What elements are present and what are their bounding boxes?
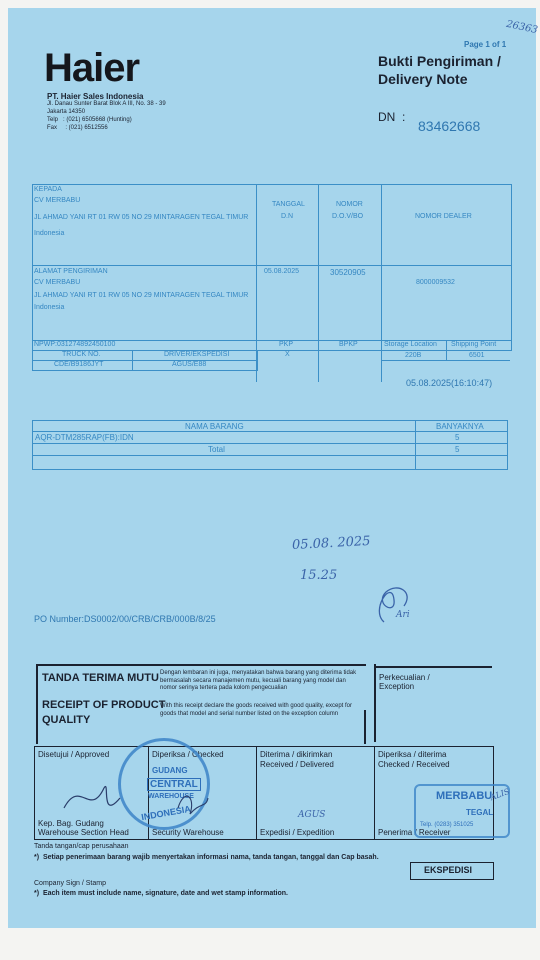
central-stamp-top: GUDANG [152, 766, 188, 775]
sign-received-label-1: Diperiksa / diterima [378, 750, 447, 759]
nomor-sub: D.O.V/BO [332, 213, 364, 220]
exception-label-2: Exception [379, 682, 415, 691]
haier-logo: Haier [44, 46, 140, 90]
sign-expedition-label: Expedisi / Expedition [260, 828, 335, 837]
company-address-2: Jakarta 14350 [47, 109, 86, 115]
shipping-country: Indonesia [34, 304, 65, 311]
sign-received-label-2: Checked / Received [378, 760, 450, 769]
item-row-qty: 5 [455, 433, 460, 442]
handwritten-time: 15.25 [300, 568, 338, 583]
kepada-label: KEPADA [34, 186, 62, 193]
handwritten-sign-name: Ari [396, 610, 410, 620]
nomor-label: NOMOR [336, 201, 363, 208]
do-number: 30520905 [330, 268, 366, 277]
dealer-number: 8000009532 [416, 279, 455, 286]
storage-label: Storage Location [384, 341, 437, 348]
shipping-address: JL AHMAD YANI RT 01 RW 05 NO 29 MINTARAGEN TEGAL TIMUR [34, 292, 249, 299]
exception-top-rule [374, 666, 492, 668]
info-grid [32, 184, 510, 384]
shipping-point-label: Shipping Point [451, 341, 497, 348]
exception-rule [374, 664, 376, 742]
footer-line-2: *) Setiap penerimaan barang wajib menyertakan informasi nama, tanda tangan, tanggal dan Cap basah. [34, 854, 379, 861]
item-row-name: AQR-DTM285RAP(FB):IDN [35, 433, 134, 442]
doc-title-line2: Delivery Note [378, 71, 468, 87]
total-value: 5 [455, 445, 460, 454]
sign-warehouse-head-2: Warehouse Section Head [38, 828, 129, 837]
footer-line-1: Tanda tangan/cap perusahaan [34, 843, 129, 850]
shipping-label: ALAMAT PENGIRIMAN [34, 268, 108, 275]
recipient-address: JL AHMAD YANI RT 01 RW 05 NO 29 MINTARAGEN TEGAL TIMUR [34, 214, 249, 221]
ekspedisi-label: EKSPEDISI [424, 865, 473, 875]
items-header-qty: BANYAKNYA [436, 422, 484, 431]
po-number: PO Number:DS0002/00/CRB/CRB/000B/8/25 [34, 614, 216, 624]
print-timestamp: 05.08.2025(16:10:47) [406, 378, 493, 388]
central-stamp-bot: WAREHOUSE [148, 793, 194, 800]
company-telp: Telp : (021) 6505668 (Hunting) [47, 117, 132, 123]
receiver-note: ALIS [489, 786, 511, 803]
receipt-text-id: Dengan lembaran ini juga, menyatakan bahwa barang yang diterima tidak bermasalah secara manajemen mutu, kecuali barang yang model dan nomor serinya tertera pada kolom pengecualian [160, 670, 357, 691]
sign-warehouse-head-1: Kep. Bag. Gudang [38, 819, 104, 828]
storage-value: 220B [405, 352, 422, 359]
receipt-left-rule [36, 664, 38, 744]
npwp: NPWP:031274892450100 [34, 341, 116, 348]
sign-delivered-label-1: Diterima / dikirimkan [260, 750, 333, 759]
merbabu-stamp-phone: Telp. (0283) 351025 [420, 822, 474, 828]
sign-receiver-label: Penerima / Receiver [378, 828, 451, 837]
shipping-name: CV MERBABU [34, 279, 81, 286]
total-label: Total [208, 445, 225, 454]
warehouse-signatures [60, 768, 210, 826]
corner-number: 26363 [505, 18, 539, 37]
company-address-1: Jl. Danau Sunter Barat Blok A III, No. 38 - 39 [47, 101, 166, 107]
recipient-name: CV MERBABU [34, 197, 81, 204]
truck-value: CDE/B9186JYT [54, 361, 104, 368]
truck-label: TRUCK NO. [62, 351, 101, 358]
pkp-value: X [285, 351, 290, 358]
handwritten-signature [364, 570, 422, 630]
shipping-point-value: 6501 [469, 352, 485, 359]
merbabu-stamp-sub: TEGAL [466, 808, 494, 817]
sign-security-label: Security Warehouse [152, 828, 224, 837]
sign-delivered-label-2: Received / Delivered [260, 760, 334, 769]
tanggal-sub: D.N [281, 213, 294, 220]
receipt-title-en-2: QUALITY [42, 714, 91, 726]
handwritten-date: 05.08. 2025 [291, 533, 371, 554]
receipt-right-rule [364, 710, 366, 744]
shipping-date: 05.08.2025 [264, 268, 300, 275]
dn-label: DN : [378, 110, 406, 124]
exception-label-1: Perkecualian / [379, 673, 430, 682]
dealer-label: NOMOR DEALER [415, 213, 472, 220]
central-stamp-mid: CENTRAL [147, 778, 201, 791]
bpkp-label: BPKP [339, 341, 358, 348]
receipt-text-en: With this receipt declare the goods received with good quality, except for goods that model and serial number listed on the exception column [160, 703, 352, 717]
items-table [32, 420, 508, 470]
receipt-title-en-1: RECEIPT OF PRODUCT [42, 699, 166, 711]
expedisi-sign: AGUS [298, 810, 326, 820]
sign-checked-label: Diperiksa / Checked [152, 750, 224, 759]
items-header-name: NAMA BARANG [185, 422, 244, 431]
receipt-title-id: TANDA TERIMA MUTU [42, 672, 159, 684]
receipt-top-rule [36, 664, 366, 666]
tanggal-label: TANGGAL [272, 201, 305, 208]
footer-line-4: *) Each item must include name, signature, date and wet stamp information. [34, 890, 288, 897]
driver-label: DRIVER/EKSPEDISI [164, 351, 230, 358]
pkp-label: PKP [279, 341, 294, 348]
sign-approved-label: Disetujui / Approved [38, 750, 110, 759]
footer-line-3: Company Sign / Stamp [34, 880, 106, 887]
page-indicator: Page 1 of 1 [464, 40, 507, 49]
driver-value: AGUS/E88 [172, 361, 207, 368]
dn-number: 83462668 [418, 118, 481, 134]
merbabu-stamp-name: MERBABU [436, 790, 493, 802]
company-name: PT. Haier Sales Indonesia [47, 92, 144, 101]
central-stamp-ring: INDONESIA [140, 803, 192, 823]
company-fax: Fax : (021) 6512556 [47, 125, 108, 131]
doc-title-line1: Bukti Pengiriman / [378, 53, 501, 69]
recipient-country: Indonesia [34, 230, 65, 237]
